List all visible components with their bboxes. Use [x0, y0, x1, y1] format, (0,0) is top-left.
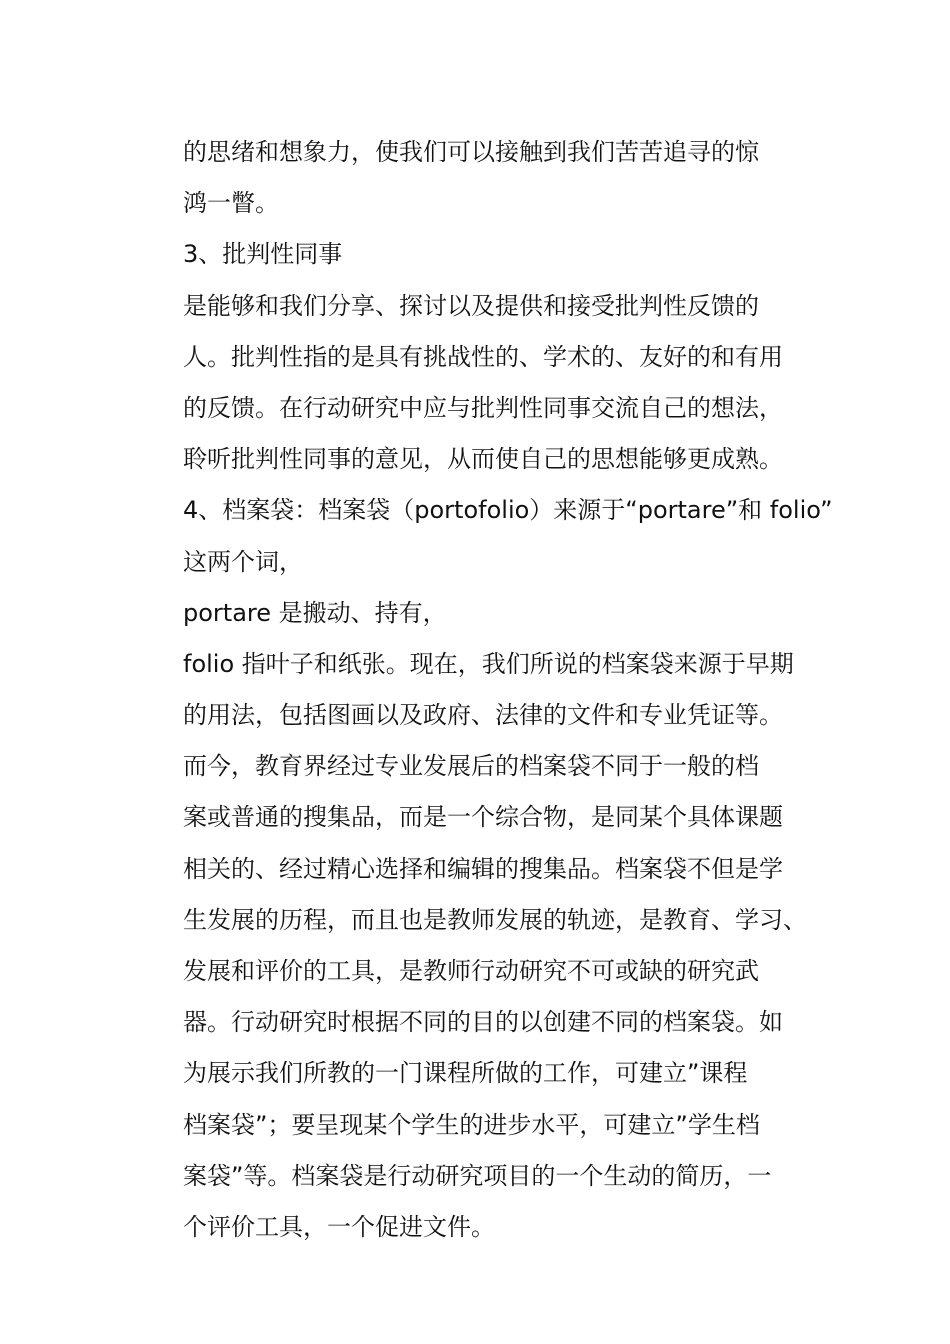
text-line: 鸿一瞥。	[183, 189, 279, 218]
text-line: 的思绪和想象力，使我们可以接触到我们苦苦追寻的惊	[183, 138, 759, 166]
section-heading: 3、批判性同事	[183, 240, 343, 269]
text-line: 的反馈。在行动研究中应与批判性同事交流自己的想法，	[183, 393, 783, 422]
text-line: 案袋”等。档案袋是行动研究项目的一个生动的简历，一	[183, 1161, 772, 1190]
text-line: 聆听批判性同事的意见，从而使自己的思想能够更成熟。	[183, 445, 783, 474]
text-line: 的用法，包括图画以及政府、法律的文件和专业凭证等。	[183, 701, 783, 730]
text-line: 是能够和我们分享、探讨以及提供和接受批判性反馈的	[183, 291, 759, 320]
text-line: 这两个词，	[183, 547, 303, 576]
text-line: 人。批判性指的是具有挑战性的、学术的、友好的和有用	[183, 342, 783, 371]
section-heading: 4、档案袋：档案袋（portofolio）来源于“portare”和 folio”	[183, 496, 833, 525]
text-line: 个评价工具，一个促进文件。	[183, 1212, 495, 1241]
text-line: 案或普通的搜集品，而是一个综合物，是同某个具体课题	[183, 803, 783, 832]
text-line: 相关的、经过精心选择和编辑的搜集品。档案袋不但是学	[183, 854, 783, 883]
text-line: 为展示我们所教的一门课程所做的工作，可建立”课程	[183, 1059, 748, 1088]
text-line: 生发展的历程，而且也是教师发展的轨迹，是教育、学习、	[183, 905, 807, 934]
text-line: 发展和评价的工具，是教师行动研究不可或缺的研究武	[183, 957, 759, 985]
text-line: 而今，教育界经过专业发展后的档案袋不同于一般的档	[183, 752, 759, 781]
text-line: 档案袋”；要呈现某个学生的进步水平，可建立”学生档	[183, 1110, 760, 1139]
text-line: 器。行动研究时根据不同的目的以创建不同的档案袋。如	[183, 1008, 783, 1037]
document-body	[183, 127, 833, 1253]
text-line: folio 指叶子和纸张。现在，我们所说的档案袋来源于早期	[183, 649, 794, 678]
text-line: portare 是搬动、持有，	[183, 598, 447, 627]
